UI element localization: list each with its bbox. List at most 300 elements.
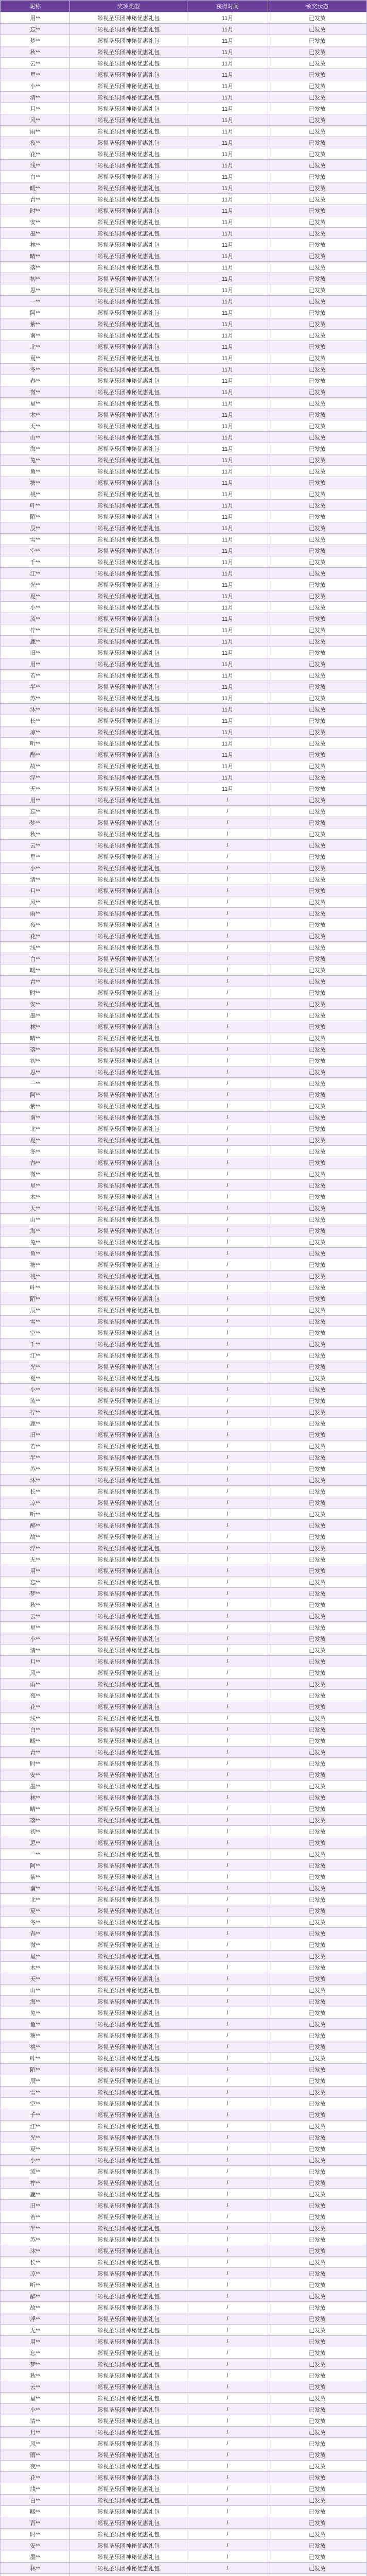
cell-nickname: 暖**: [1, 182, 70, 194]
table-row: [1, 908, 367, 919]
cell-claim-status: 已发放: [268, 828, 366, 840]
cell-prize-type: 影视圣乐团神秘优惠礼包: [70, 1667, 187, 1679]
cell-nickname: 青**: [1, 2517, 70, 2529]
cell-award-time: 11月: [187, 443, 268, 454]
cell-nickname: 时**: [1, 1758, 70, 1769]
table-row: [1, 885, 367, 896]
cell-claim-status: 已发放: [268, 2200, 366, 2211]
cell-claim-status: 已发放: [268, 2087, 366, 2098]
cell-award-time: 11月: [187, 171, 268, 182]
cell-award-time: /: [187, 2007, 268, 2019]
table-row: [1, 2087, 367, 2098]
cell-nickname: 雨**: [1, 908, 70, 919]
cell-award-time: /: [187, 1849, 268, 1860]
cell-claim-status: 已发放: [268, 92, 366, 103]
cell-award-time: 11月: [187, 477, 268, 488]
cell-nickname: 时**: [1, 987, 70, 998]
cell-prize-type: 影视圣乐团神秘优惠礼包: [70, 46, 187, 58]
table-row: [1, 794, 367, 806]
cell-nickname: 思**: [1, 1066, 70, 1078]
cell-prize-type: 影视圣乐团神秘优惠礼包: [70, 1214, 187, 1225]
cell-award-time: 11月: [187, 692, 268, 704]
cell-prize-type: 影视圣乐团神秘优惠礼包: [70, 2347, 187, 2359]
cell-claim-status: 已发放: [268, 1452, 366, 1463]
cell-award-time: 11月: [187, 783, 268, 794]
cell-award-time: /: [187, 2143, 268, 2155]
table-row: [1, 2415, 367, 2427]
cell-award-time: 11月: [187, 704, 268, 715]
cell-prize-type: 影视圣乐团神秘优惠礼包: [70, 1497, 187, 1509]
cell-award-time: /: [187, 2313, 268, 2325]
cell-claim-status: 已发放: [268, 466, 366, 477]
cell-award-time: 11月: [187, 46, 268, 58]
cell-claim-status: 已发放: [268, 2415, 366, 2427]
cell-nickname: 小**: [1, 2155, 70, 2166]
cell-nickname: 陌**: [1, 2064, 70, 2075]
table-row: [1, 1191, 367, 1202]
cell-prize-type: 影视圣乐团神秘优惠礼包: [70, 2007, 187, 2019]
cell-nickname: 山**: [1, 1214, 70, 1225]
table-row: [1, 1724, 367, 1735]
cell-nickname: 用**: [1, 2336, 70, 2347]
cell-award-time: /: [187, 2041, 268, 2053]
cell-award-time: /: [187, 2551, 268, 2563]
table-row: [1, 613, 367, 624]
cell-prize-type: 影视圣乐团神秘优惠礼包: [70, 1713, 187, 1724]
cell-claim-status: 已发放: [268, 1021, 366, 1032]
cell-claim-status: 已发放: [268, 1168, 366, 1180]
cell-prize-type: 影视圣乐团神秘优惠礼包: [70, 783, 187, 794]
cell-prize-type: 影视圣乐团神秘优惠礼包: [70, 1939, 187, 1951]
cell-prize-type: 影视圣乐团神秘优惠礼包: [70, 1134, 187, 1146]
cell-claim-status: 已发放: [268, 1520, 366, 1531]
cell-nickname: 北**: [1, 341, 70, 352]
cell-award-time: 11月: [187, 284, 268, 296]
table-row: [1, 1372, 367, 1384]
cell-prize-type: 影视圣乐团神秘优惠礼包: [70, 1180, 187, 1191]
cell-award-time: 11月: [187, 386, 268, 398]
cell-claim-status: 已发放: [268, 443, 366, 454]
cell-nickname: 长**: [1, 1486, 70, 1497]
cell-prize-type: 影视圣乐团神秘优惠礼包: [70, 1577, 187, 1588]
cell-claim-status: 已发放: [268, 114, 366, 126]
cell-nickname: 紫**: [1, 1871, 70, 1883]
cell-prize-type: 影视圣乐团神秘优惠礼包: [70, 942, 187, 953]
table-row: [1, 2143, 367, 2155]
cell-award-time: 11月: [187, 466, 268, 477]
cell-award-time: 11月: [187, 126, 268, 137]
cell-claim-status: 已发放: [268, 2347, 366, 2359]
cell-nickname: 兔**: [1, 454, 70, 466]
cell-nickname: 阿**: [1, 307, 70, 318]
cell-prize-type: 影视圣乐团神秘优惠礼包: [70, 2234, 187, 2245]
cell-claim-status: 已发放: [268, 1973, 366, 1985]
cell-award-time: /: [187, 2121, 268, 2132]
cell-claim-status: 已发放: [268, 2381, 366, 2393]
cell-prize-type: 影视圣乐团神秘优惠礼包: [70, 568, 187, 579]
cell-claim-status: 已发放: [268, 1010, 366, 1021]
cell-prize-type: 影视圣乐团神秘优惠礼包: [70, 2109, 187, 2121]
cell-nickname: 小**: [1, 80, 70, 92]
cell-claim-status: 已发放: [268, 2551, 366, 2563]
cell-nickname: 花**: [1, 148, 70, 160]
cell-claim-status: 已发放: [268, 1996, 366, 2007]
table-row: [1, 1463, 367, 1475]
cell-award-time: /: [187, 1440, 268, 1452]
table-row: [1, 194, 367, 205]
cell-prize-type: 影视圣乐团神秘优惠礼包: [70, 35, 187, 46]
cell-claim-status: 已发放: [268, 1259, 366, 1270]
cell-nickname: 落**: [1, 1044, 70, 1055]
cell-claim-status: 已发放: [268, 1044, 366, 1055]
table-row: [1, 1066, 367, 1078]
cell-prize-type: 影视圣乐团神秘优惠礼包: [70, 1815, 187, 1826]
table-row: [1, 1168, 367, 1180]
cell-claim-status: 已发放: [268, 624, 366, 636]
cell-claim-status: 已发放: [268, 2529, 366, 2540]
cell-prize-type: 影视圣乐团神秘优惠礼包: [70, 1973, 187, 1985]
table-row: [1, 1701, 367, 1713]
cell-prize-type: 影视圣乐团神秘优惠礼包: [70, 1826, 187, 1837]
cell-award-time: /: [187, 2200, 268, 2211]
cell-claim-status: 已发放: [268, 375, 366, 386]
cell-award-time: /: [187, 1214, 268, 1225]
cell-award-time: /: [187, 1044, 268, 1055]
cell-prize-type: 影视圣乐团神秘优惠礼包: [70, 2427, 187, 2438]
cell-award-time: /: [187, 1837, 268, 1849]
table-row: [1, 828, 367, 840]
header-nickname: 昵称: [1, 1, 70, 12]
cell-prize-type: 影视圣乐团神秘优惠礼包: [70, 1905, 187, 1917]
cell-claim-status: 已发放: [268, 194, 366, 205]
table-row: [1, 1543, 367, 1554]
table-row: [1, 375, 367, 386]
cell-prize-type: 影视圣乐团神秘优惠礼包: [70, 1361, 187, 1372]
cell-award-time: 11月: [187, 602, 268, 613]
cell-nickname: 空**: [1, 1327, 70, 1338]
cell-award-time: /: [187, 1826, 268, 1837]
cell-claim-status: 已发放: [268, 2098, 366, 2109]
cell-claim-status: 已发放: [268, 12, 366, 24]
cell-claim-status: 已发放: [268, 840, 366, 851]
cell-nickname: 暖**: [1, 964, 70, 976]
cell-award-time: 11月: [187, 760, 268, 772]
cell-nickname: 雨**: [1, 1679, 70, 1690]
cell-award-time: 11月: [187, 58, 268, 69]
cell-nickname: 长**: [1, 715, 70, 726]
cell-claim-status: 已发放: [268, 534, 366, 545]
table-row: [1, 318, 367, 330]
table-row: [1, 1747, 367, 1758]
cell-claim-status: 已发放: [268, 1883, 366, 1894]
cell-claim-status: 已发放: [268, 488, 366, 500]
cell-claim-status: 已发放: [268, 1656, 366, 1667]
cell-award-time: /: [187, 2279, 268, 2291]
cell-claim-status: 已发放: [268, 1622, 366, 1633]
cell-nickname: 光**: [1, 579, 70, 590]
cell-nickname: 木**: [1, 409, 70, 420]
cell-claim-status: 已发放: [268, 2211, 366, 2223]
table-row: [1, 1406, 367, 1418]
cell-claim-status: 已发放: [268, 749, 366, 760]
cell-claim-status: 已发放: [268, 103, 366, 114]
cell-claim-status: 已发放: [268, 1327, 366, 1338]
cell-prize-type: 影视圣乐团神秘优惠礼包: [70, 1792, 187, 1803]
cell-prize-type: 影视圣乐团神秘优惠礼包: [70, 2483, 187, 2495]
cell-claim-status: 已发放: [268, 1928, 366, 1939]
cell-claim-status: 已发放: [268, 1826, 366, 1837]
table-row: [1, 1679, 367, 1690]
table-row: [1, 1032, 367, 1044]
cell-award-time: 11月: [187, 738, 268, 749]
cell-prize-type: 影视圣乐团神秘优惠礼包: [70, 2563, 187, 2574]
cell-award-time: /: [187, 987, 268, 998]
cell-prize-type: 影视圣乐团神秘优惠礼包: [70, 432, 187, 443]
cell-claim-status: 已发放: [268, 1112, 366, 1123]
cell-nickname: 月**: [1, 2427, 70, 2438]
cell-prize-type: 影视圣乐团神秘优惠礼包: [70, 1236, 187, 1248]
cell-prize-type: 影视圣乐团神秘优惠礼包: [70, 92, 187, 103]
table-row: [1, 681, 367, 692]
cell-nickname: 用**: [1, 12, 70, 24]
cell-prize-type: 影视圣乐团神秘优惠礼包: [70, 772, 187, 783]
cell-prize-type: 影视圣乐团神秘优惠礼包: [70, 182, 187, 194]
table-row: [1, 1713, 367, 1724]
cell-award-time: /: [187, 1871, 268, 1883]
cell-award-time: /: [187, 1191, 268, 1202]
header-award-time: 获得时间: [187, 1, 268, 12]
cell-nickname: 风**: [1, 2438, 70, 2449]
cell-nickname: 长**: [1, 2257, 70, 2268]
cell-prize-type: 影视圣乐团神秘优惠礼包: [70, 602, 187, 613]
cell-prize-type: 影视圣乐团神秘优惠礼包: [70, 1248, 187, 1259]
cell-claim-status: 已发放: [268, 1951, 366, 1962]
cell-nickname: 海**: [1, 443, 70, 454]
table-row: [1, 409, 367, 420]
cell-nickname: 清**: [1, 874, 70, 885]
cell-nickname: 鱼**: [1, 2019, 70, 2030]
cell-claim-status: 已发放: [268, 1100, 366, 1112]
table-row: [1, 2200, 367, 2211]
cell-nickname: 空**: [1, 545, 70, 556]
cell-nickname: 月**: [1, 103, 70, 114]
cell-claim-status: 已发放: [268, 760, 366, 772]
table-row: [1, 1690, 367, 1701]
cell-award-time: /: [187, 1248, 268, 1259]
cell-nickname: 花**: [1, 2472, 70, 2483]
cell-nickname: 故**: [1, 2302, 70, 2313]
cell-nickname: 桃**: [1, 1270, 70, 1282]
cell-award-time: 11月: [187, 726, 268, 738]
table-row: [1, 1792, 367, 1803]
cell-nickname: 星**: [1, 851, 70, 862]
table-row: [1, 2381, 367, 2393]
cell-prize-type: 影视圣乐团神秘优惠礼包: [70, 386, 187, 398]
cell-claim-status: 已发放: [268, 2166, 366, 2177]
cell-nickname: [1, 2574, 70, 2576]
cell-prize-type: 影视圣乐团神秘优惠礼包: [70, 579, 187, 590]
cell-prize-type: 影视圣乐团神秘优惠礼包: [70, 1565, 187, 1577]
cell-prize-type: 影视圣乐团神秘优惠礼包: [70, 1032, 187, 1044]
table-row: [1, 1565, 367, 1577]
cell-prize-type: 影视圣乐团神秘优惠礼包: [70, 2223, 187, 2234]
table-row: [1, 1928, 367, 1939]
cell-prize-type: 影视圣乐团神秘优惠礼包: [70, 2268, 187, 2279]
table-row: [1, 2279, 367, 2291]
table-row: [1, 636, 367, 647]
cell-prize-type: 影视圣乐团神秘优惠礼包: [70, 1021, 187, 1032]
cell-nickname: 木**: [1, 1191, 70, 1202]
cell-prize-type: 影视圣乐团神秘优惠礼包: [70, 1860, 187, 1871]
cell-prize-type: 影视圣乐团神秘优惠礼包: [70, 2019, 187, 2030]
table-row: [1, 12, 367, 24]
cell-award-time: /: [187, 2461, 268, 2472]
table-row: [1, 477, 367, 488]
cell-prize-type: 影视圣乐团神秘优惠礼包: [70, 160, 187, 171]
cell-nickname: 浮**: [1, 1543, 70, 1554]
cell-nickname: 安**: [1, 216, 70, 228]
cell-claim-status: 已发放: [268, 1939, 366, 1951]
cell-prize-type: 影视圣乐团神秘优惠礼包: [70, 1803, 187, 1815]
table-row: [1, 2234, 367, 2245]
cell-award-time: 11月: [187, 296, 268, 307]
cell-claim-status: 已发放: [268, 2121, 366, 2132]
table-row: [1, 2030, 367, 2041]
cell-nickname: 听**: [1, 738, 70, 749]
cell-claim-status: 已发放: [268, 284, 366, 296]
cell-claim-status: 已发放: [268, 919, 366, 930]
table-row: [1, 1497, 367, 1509]
table-row: [1, 454, 367, 466]
cell-nickname: 南**: [1, 1883, 70, 1894]
cell-award-time: /: [187, 2404, 268, 2415]
cell-prize-type: 影视圣乐团神秘优惠礼包: [70, 1690, 187, 1701]
cell-award-time: /: [187, 930, 268, 942]
cell-nickname: 听**: [1, 2279, 70, 2291]
cell-claim-status: 已发放: [268, 2461, 366, 2472]
cell-prize-type: 影视圣乐团神秘优惠礼包: [70, 1089, 187, 1100]
cell-nickname: 墨**: [1, 2551, 70, 2563]
cell-prize-type: 影视圣乐团神秘优惠礼包: [70, 2291, 187, 2302]
cell-nickname: 风**: [1, 896, 70, 908]
cell-prize-type: 影视圣乐团神秘优惠礼包: [70, 2257, 187, 2268]
cell-award-time: 11月: [187, 590, 268, 602]
table-row: [1, 1304, 367, 1316]
cell-award-time: 11月: [187, 647, 268, 658]
cell-award-time: /: [187, 2325, 268, 2336]
cell-claim-status: 已发放: [268, 2030, 366, 2041]
cell-nickname: 浅**: [1, 160, 70, 171]
cell-claim-status: 已发放: [268, 205, 366, 216]
cell-award-time: /: [187, 1100, 268, 1112]
cell-award-time: /: [187, 1724, 268, 1735]
cell-award-time: /: [187, 953, 268, 964]
cell-claim-status: 已发放: [268, 2257, 366, 2268]
table-row: [1, 352, 367, 364]
cell-award-time: 11月: [187, 364, 268, 375]
cell-award-time: /: [187, 998, 268, 1010]
cell-award-time: /: [187, 1565, 268, 1577]
cell-award-time: 11月: [187, 216, 268, 228]
cell-award-time: /: [187, 1645, 268, 1656]
cell-claim-status: 已发放: [268, 500, 366, 511]
cell-nickname: 沐**: [1, 704, 70, 715]
table-row: [1, 1452, 367, 1463]
cell-claim-status: 已发放: [268, 885, 366, 896]
cell-claim-status: 已发放: [268, 148, 366, 160]
cell-nickname: 陌**: [1, 1293, 70, 1304]
cell-claim-status: 已发放: [268, 998, 366, 1010]
cell-award-time: /: [187, 1611, 268, 1622]
cell-claim-status: 已发放: [268, 239, 366, 250]
cell-prize-type: 影视圣乐团神秘优惠礼包: [70, 2393, 187, 2404]
table-row: [1, 1633, 367, 1645]
cell-claim-status: 已发放: [268, 420, 366, 432]
cell-prize-type: 影视圣乐团神秘优惠礼包: [70, 1633, 187, 1645]
cell-claim-status: 已发放: [268, 1917, 366, 1928]
table-row: [1, 1180, 367, 1191]
table-row: [1, 296, 367, 307]
cell-award-time: /: [187, 1055, 268, 1066]
cell-claim-status: 已发放: [268, 817, 366, 828]
cell-nickname: 云**: [1, 2381, 70, 2393]
cell-prize-type: 影视圣乐团神秘优惠礼包: [70, 1327, 187, 1338]
cell-nickname: 旧**: [1, 1429, 70, 1440]
table-row: [1, 69, 367, 80]
cell-award-time: /: [187, 1361, 268, 1372]
cell-nickname: 江**: [1, 568, 70, 579]
table-row: [1, 953, 367, 964]
cell-award-time: /: [187, 1622, 268, 1633]
table-row: [1, 2393, 367, 2404]
cell-award-time: /: [187, 1327, 268, 1338]
cell-claim-status: 已发放: [268, 250, 366, 262]
cell-prize-type: 影视圣乐团神秘优惠礼包: [70, 1282, 187, 1293]
table-row: [1, 579, 367, 590]
cell-claim-status: 已发放: [268, 636, 366, 647]
table-row: [1, 1475, 367, 1486]
cell-nickname: 星**: [1, 1180, 70, 1191]
cell-prize-type: 影视圣乐团神秘优惠礼包: [70, 1112, 187, 1123]
cell-nickname: 凉**: [1, 1497, 70, 1509]
table-row: [1, 273, 367, 284]
cell-claim-status: 已发放: [268, 806, 366, 817]
table-row: [1, 1973, 367, 1985]
table-row: [1, 2211, 367, 2223]
cell-nickname: 春**: [1, 1928, 70, 1939]
cell-claim-status: 已发放: [268, 330, 366, 341]
cell-award-time: /: [187, 2166, 268, 2177]
cell-award-time: /: [187, 2359, 268, 2370]
cell-claim-status: 已发放: [268, 58, 366, 69]
cell-nickname: 空**: [1, 2098, 70, 2109]
table-row: [1, 806, 367, 817]
cell-claim-status: 已发放: [268, 2472, 366, 2483]
cell-nickname: 辰**: [1, 2075, 70, 2087]
cell-claim-status: 已发放: [268, 2064, 366, 2075]
cell-claim-status: 已发放: [268, 590, 366, 602]
table-row: [1, 2529, 367, 2540]
cell-prize-type: 影视圣乐团神秘优惠礼包: [70, 1475, 187, 1486]
cell-nickname: 苏**: [1, 1463, 70, 1475]
cell-prize-type: 影视圣乐团神秘优惠礼包: [70, 794, 187, 806]
table-row: [1, 432, 367, 443]
cell-claim-status: 已发放: [268, 2540, 366, 2551]
cell-claim-status: 已发放: [268, 2268, 366, 2279]
header-prize-type: 奖项类型: [70, 1, 187, 12]
cell-nickname: 初**: [1, 1826, 70, 1837]
cell-nickname: 忘**: [1, 24, 70, 35]
